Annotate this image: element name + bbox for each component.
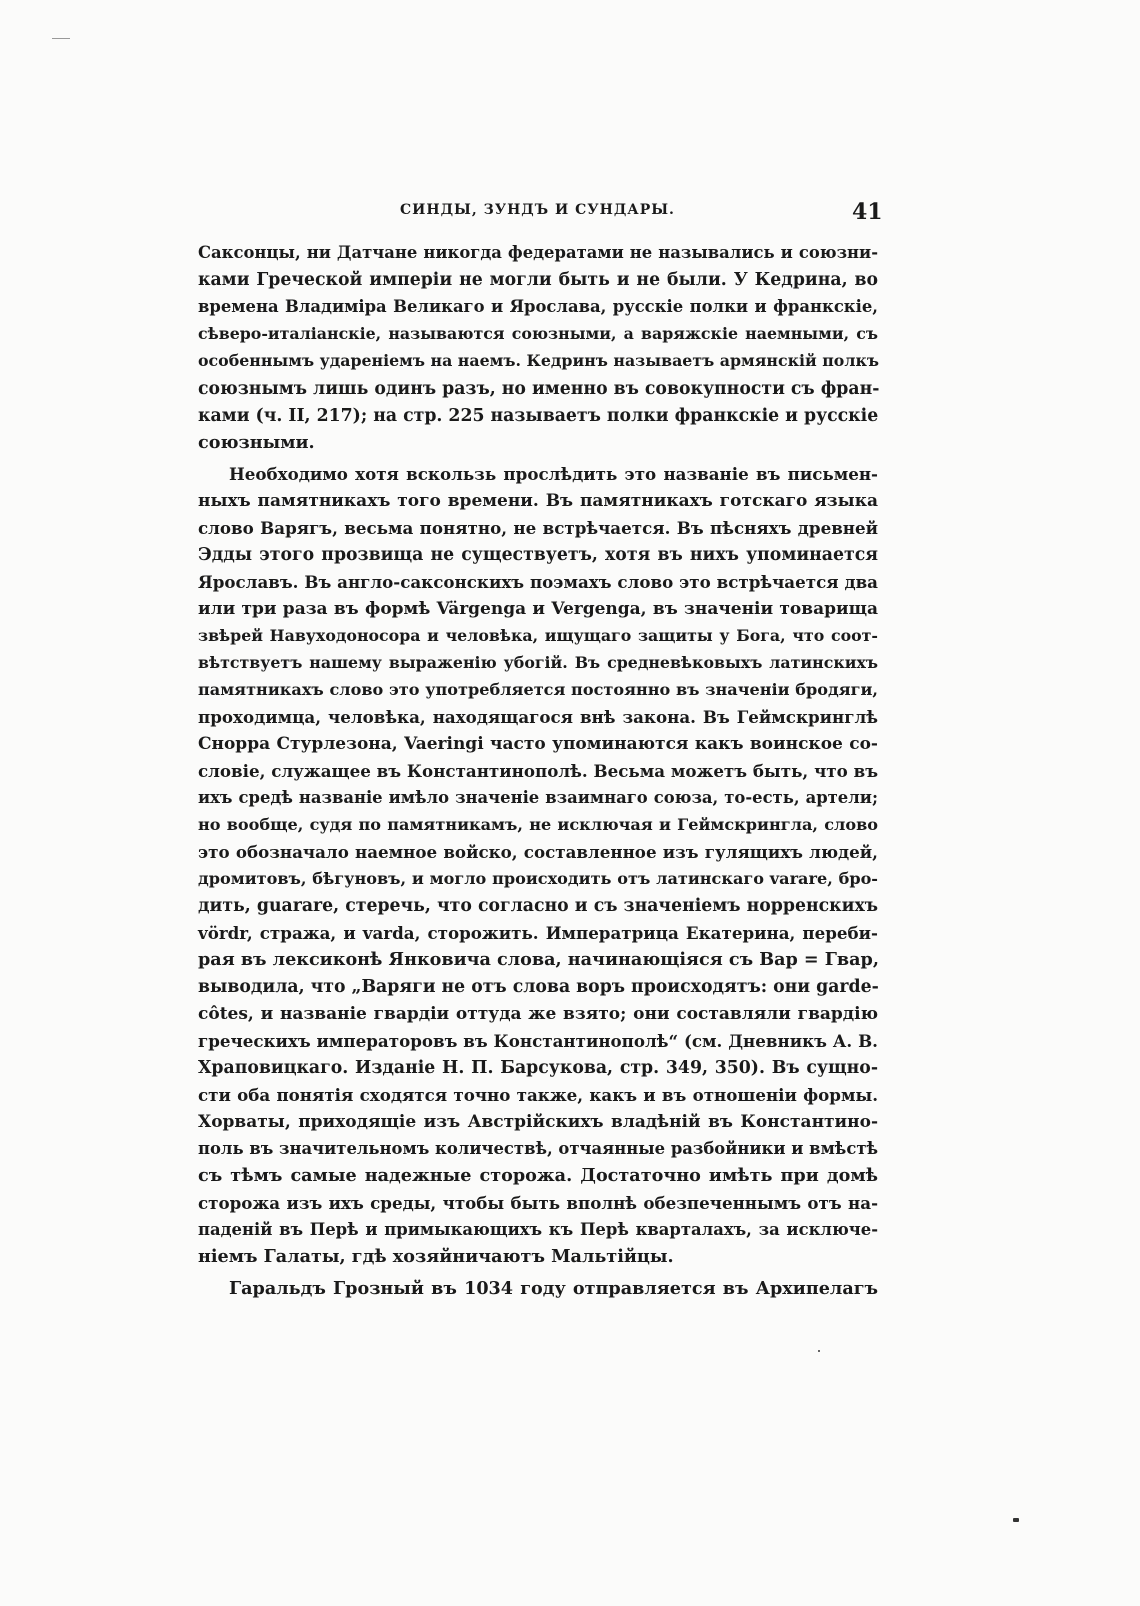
text-line: ками Греческой имперіи не могли быть и не были. У Кедрина, во <box>198 270 878 290</box>
text-line: выводила, что „Варяги не отъ слова воръ происходятъ: они garde- <box>198 977 879 997</box>
text-line: греческихъ императоровъ въ Константинополѣ“ (см. Дневникъ А. В. <box>198 1031 878 1051</box>
running-head: СИНДЫ, ЗУНДЪ И СУНДАРЫ. <box>400 202 675 218</box>
text-line: ніемъ Галаты, гдѣ хозяйничаютъ Мальтійцы. <box>198 1246 674 1267</box>
text-line: сти оба понятія сходятся точно также, какъ и въ отношеніи формы. <box>198 1085 878 1105</box>
text-line: ихъ средѣ названіе имѣло значеніе взаимнаго союза, то-есть, артели; <box>198 788 878 807</box>
text-line: поль въ значительномъ количествѣ, отчаянные разбойники и вмѣстѣ <box>198 1139 878 1158</box>
text-line: vördr, стража, и varda, сторожить. Императрица Екатерина, переби- <box>198 923 878 943</box>
text-line: паденій въ Перѣ и примыкающихъ къ Перѣ кварталахъ, за исключе- <box>198 1220 878 1239</box>
text-line: côtes, и названіе гвардіи оттуда же взято; они составляли гвардію <box>198 1004 878 1024</box>
text-line: памятникахъ слово это употребляется постоянно въ значеніи бродяги, <box>198 680 878 699</box>
text-line: Храповицкаго. Изданіе Н. П. Барсукова, стр. 349, 350). Въ сущно- <box>198 1058 878 1078</box>
text-line: сѣверо-италіанскіе, называются союзными, а варяжскіе наемными, съ <box>198 324 878 343</box>
text-line: сторожа изъ ихъ среды, чтобы быть вполнѣ обезпеченнымъ отъ на- <box>198 1193 878 1213</box>
text-line: съ тѣмъ самые надежные сторожа. Достаточно имѣть при домѣ <box>198 1165 878 1186</box>
text-line: Ярославъ. Въ англо-саксонскихъ поэмахъ слово это встрѣчается два <box>198 572 878 592</box>
text-line: звѣрей Навуходоносора и человѣка, ищущаго защиты у Бога, что соот- <box>198 626 878 645</box>
text-line: ками (ч. II, 217); на стр. 225 называетъ полки франкскіе и русскіе <box>198 406 879 426</box>
text-line: слово Варягъ, весьма понятно, не встрѣчается. Въ пѣсняхъ древней <box>198 518 878 538</box>
text-line: Эдды этого прозвища не существуетъ, хотя въ нихъ упоминается <box>198 545 878 565</box>
text-line: рая въ лексиконѣ Янковича слова, начинающіяся съ Вар = Гвар, <box>198 949 879 970</box>
scan-speck <box>818 1350 820 1352</box>
text-line: но вообще, судя по памятникамъ, не исключая и Геймскрингла, слово <box>198 815 878 834</box>
text-line: проходимца, человѣка, находящагося внѣ закона. Въ Геймскринглѣ <box>198 707 878 727</box>
text-line: Саксонцы, ни Датчане никогда федератами не назывались и союзни- <box>198 243 878 262</box>
text-line: дить, guarare, стеречь, что согласно и съ значеніемъ норренскихъ <box>198 896 878 916</box>
text-line: дромитовъ, бѣгуновъ, и могло происходить отъ латинскаго varare, бро- <box>198 869 878 888</box>
text-line: времена Владиміра Великаго и Ярослава, русскіе полки и франкскіе, <box>198 297 878 316</box>
text-line: словіе, служащее въ Константинополѣ. Весьма можетъ быть, что въ <box>198 761 878 781</box>
page-number: 41 <box>852 199 883 225</box>
text-line: союзными. <box>198 432 315 453</box>
text-line: Хорваты, приходящіе изъ Австрійскихъ владѣній въ Константино- <box>198 1112 878 1132</box>
text-line: вѣтствуетъ нашему выраженію убогій. Въ средневѣковыхъ латинскихъ <box>198 653 878 672</box>
scan-speck <box>1013 1518 1019 1522</box>
text-line: союзнымъ лишь одинъ разъ, но именно въ совокупности съ фран- <box>198 379 880 399</box>
text-line: это обозначало наемное войско, составленное изъ гулящихъ людей, <box>198 842 878 862</box>
text-line: особеннымъ удареніемъ на наемъ. Кедринъ называетъ армянскій полкъ <box>198 351 880 370</box>
text-line: Гаральдъ Грозный въ 1034 году отправляется въ Архипелагъ <box>229 1278 878 1299</box>
text-line: или три раза въ формѣ Värgenga и Vergenga, въ значеніи товарища <box>198 599 878 619</box>
scan-edge-mark <box>52 38 70 39</box>
text-line: Необходимо хотя вскользь прослѣдить это названіе въ письмен- <box>229 464 878 484</box>
text-line: ныхъ памятникахъ того времени. Въ памятникахъ готскаго языка <box>198 491 878 511</box>
text-line: Снорра Стурлезона, Vaeringi часто упоминаются какъ воинское со- <box>198 734 878 754</box>
